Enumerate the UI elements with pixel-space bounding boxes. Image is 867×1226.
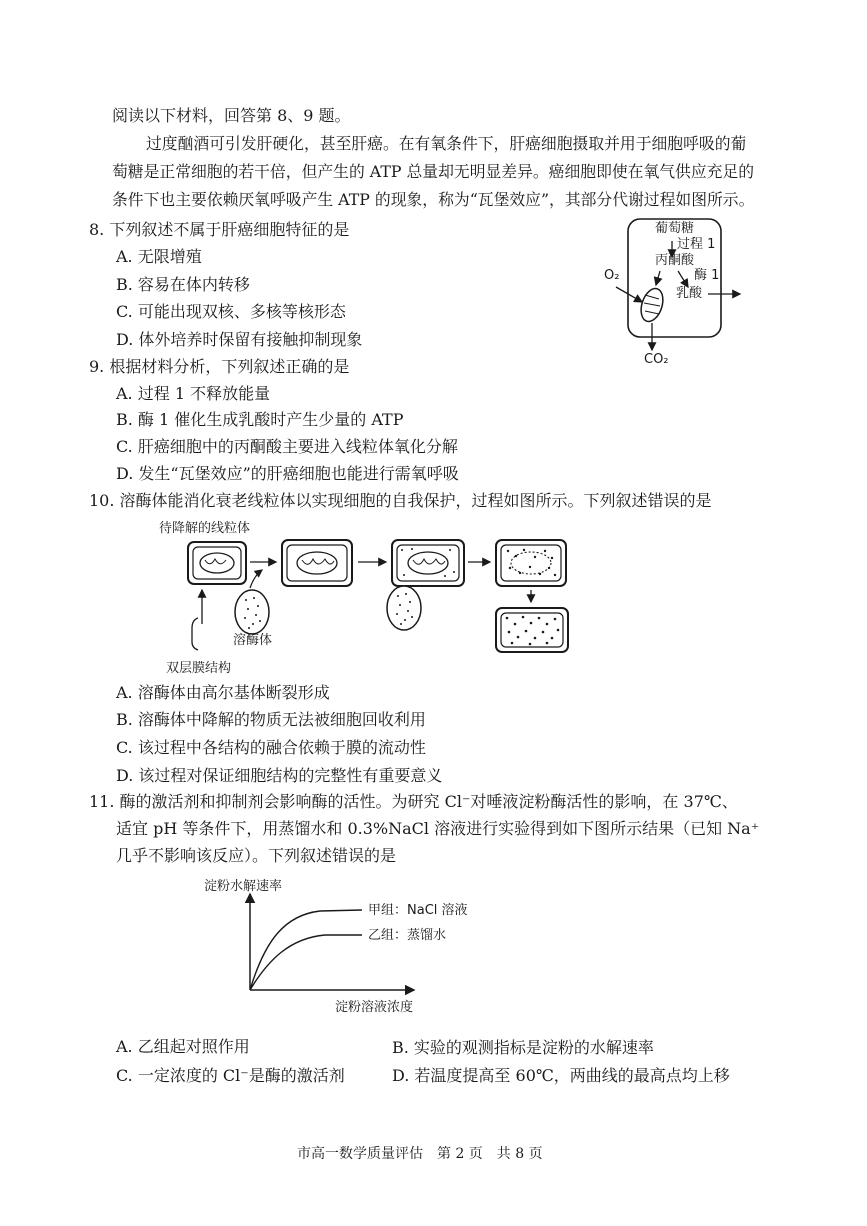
q9-stem: 9. 根据材料分析，下列叙述正确的是 bbox=[89, 357, 350, 376]
label-glucose: 葡萄糖 bbox=[655, 221, 695, 236]
reading-intro: 阅读以下材料，回答第 8、9 题。 bbox=[112, 106, 351, 125]
stage-2-box bbox=[282, 540, 352, 586]
cell-metabolism-diagram bbox=[600, 215, 750, 375]
q10-stem: 10. 溶酶体能消化衰老线粒体以实现细胞的自我保护，过程如图所示。下列叙述错误的是 bbox=[89, 491, 712, 510]
q11-option-a: A. 乙组起对照作用 bbox=[116, 1037, 250, 1056]
stage-5-box bbox=[496, 608, 568, 652]
q8-option-d: D. 体外培养时保留有接触抑制现象 bbox=[116, 330, 363, 349]
q8-option-b: B. 容易在体内转移 bbox=[116, 275, 250, 294]
q10-option-d: D. 该过程对保证细胞结构的完整性有重要意义 bbox=[116, 766, 443, 785]
q11-option-c: C. 一定浓度的 Cl⁻是酶的激活剂 bbox=[116, 1066, 345, 1085]
label-enzyme-1: 酶 1 bbox=[694, 268, 720, 283]
q11-stem-line-2: 适宜 pH 等条件下，用蒸馏水和 0.3%NaCl 溶液进行实验得到如下图所示结果（已知 Na⁺ bbox=[116, 819, 760, 838]
passage-line-2: 萄糖是正常细胞的若干倍，但产生的 ATP 总量却无明显差异。癌细胞即使在氧气供应充足的 bbox=[112, 162, 755, 181]
q11-stem-line-1: 11. 酶的激活剂和抑制剂会影响酶的活性。为研究 Cl⁻对唾液淀粉酶活性的影响，在 37℃、 bbox=[89, 792, 738, 811]
lysosome-autophagy-diagram bbox=[150, 520, 580, 680]
series-jia-label: 甲组：NaCl 溶液 bbox=[368, 903, 468, 918]
stage-3-box bbox=[392, 540, 464, 586]
q10-option-c: C. 该过程中各结构的融合依赖于膜的流动性 bbox=[116, 738, 426, 757]
label-double-membrane: 双层膜结构 bbox=[166, 661, 232, 676]
q9-option-a: A. 过程 1 不释放能量 bbox=[116, 384, 271, 403]
label-co2: CO₂ bbox=[644, 352, 669, 367]
q8-stem: 8. 下列叙述不属于肝癌细胞特征的是 bbox=[89, 220, 350, 239]
series-yi-label: 乙组：蒸馏水 bbox=[368, 928, 447, 943]
label-lactate: 乳酸 bbox=[676, 286, 703, 301]
curve-jia-nacl bbox=[250, 910, 362, 990]
q9-option-d: D. 发生“瓦堡效应”的肝癌细胞也能进行需氧呼吸 bbox=[116, 464, 459, 483]
q11-stem-line-3: 几乎不影响该反应）。下列叙述错误的是 bbox=[116, 846, 397, 865]
stage-4-box bbox=[496, 540, 566, 586]
x-axis-label: 淀粉溶液浓度 bbox=[335, 1000, 414, 1015]
stage-1-box bbox=[188, 542, 246, 584]
q10-option-b: B. 溶酶体中降解的物质无法被细胞回收利用 bbox=[116, 710, 426, 729]
lysosome-1-icon bbox=[235, 590, 269, 634]
q10-option-a: A. 溶酶体由高尔基体断裂形成 bbox=[116, 683, 330, 702]
q8-option-c: C. 可能出现双核、多核等核形态 bbox=[116, 302, 346, 321]
label-o2: O₂ bbox=[604, 268, 620, 283]
q9-option-b: B. 酶 1 催化生成乳酸时产生少量的 ATP bbox=[116, 410, 404, 429]
label-pyruvate: 丙酮酸 bbox=[655, 253, 695, 268]
curve-yi-water bbox=[250, 935, 362, 990]
mitochondrion-icon bbox=[637, 286, 667, 325]
q8-option-a: A. 无限增殖 bbox=[116, 247, 202, 266]
label-mitochondrion-to-degrade: 待降解的线粒体 bbox=[159, 521, 251, 536]
passage-line-1: 过度酗酒可引发肝硬化，甚至肝癌。在有氧条件下，肝癌细胞摄取并用于细胞呼吸的葡 bbox=[146, 134, 747, 153]
q9-option-c: C. 肝癌细胞中的丙酮酸主要进入线粒体氧化分解 bbox=[116, 437, 458, 456]
page-footer: 市高一数学质量评估 第 2 页 共 8 页 bbox=[297, 1146, 543, 1162]
label-lysosome: 溶酶体 bbox=[233, 633, 273, 648]
rate-graph bbox=[230, 880, 470, 1010]
label-process-1: 过程 1 bbox=[677, 237, 716, 252]
q11-option-b: B. 实验的观测指标是淀粉的水解速率 bbox=[392, 1038, 654, 1057]
y-axis-label: 淀粉水解速率 bbox=[204, 879, 283, 894]
q11-option-d: D. 若温度提高至 60℃，两曲线的最高点均上移 bbox=[392, 1066, 730, 1085]
lysosome-2-icon bbox=[387, 586, 421, 630]
passage-line-3: 条件下也主要依赖厌氧呼吸产生 ATP 的现象，称为“瓦堡效应”，其部分代谢过程如图所示。 bbox=[112, 190, 755, 209]
